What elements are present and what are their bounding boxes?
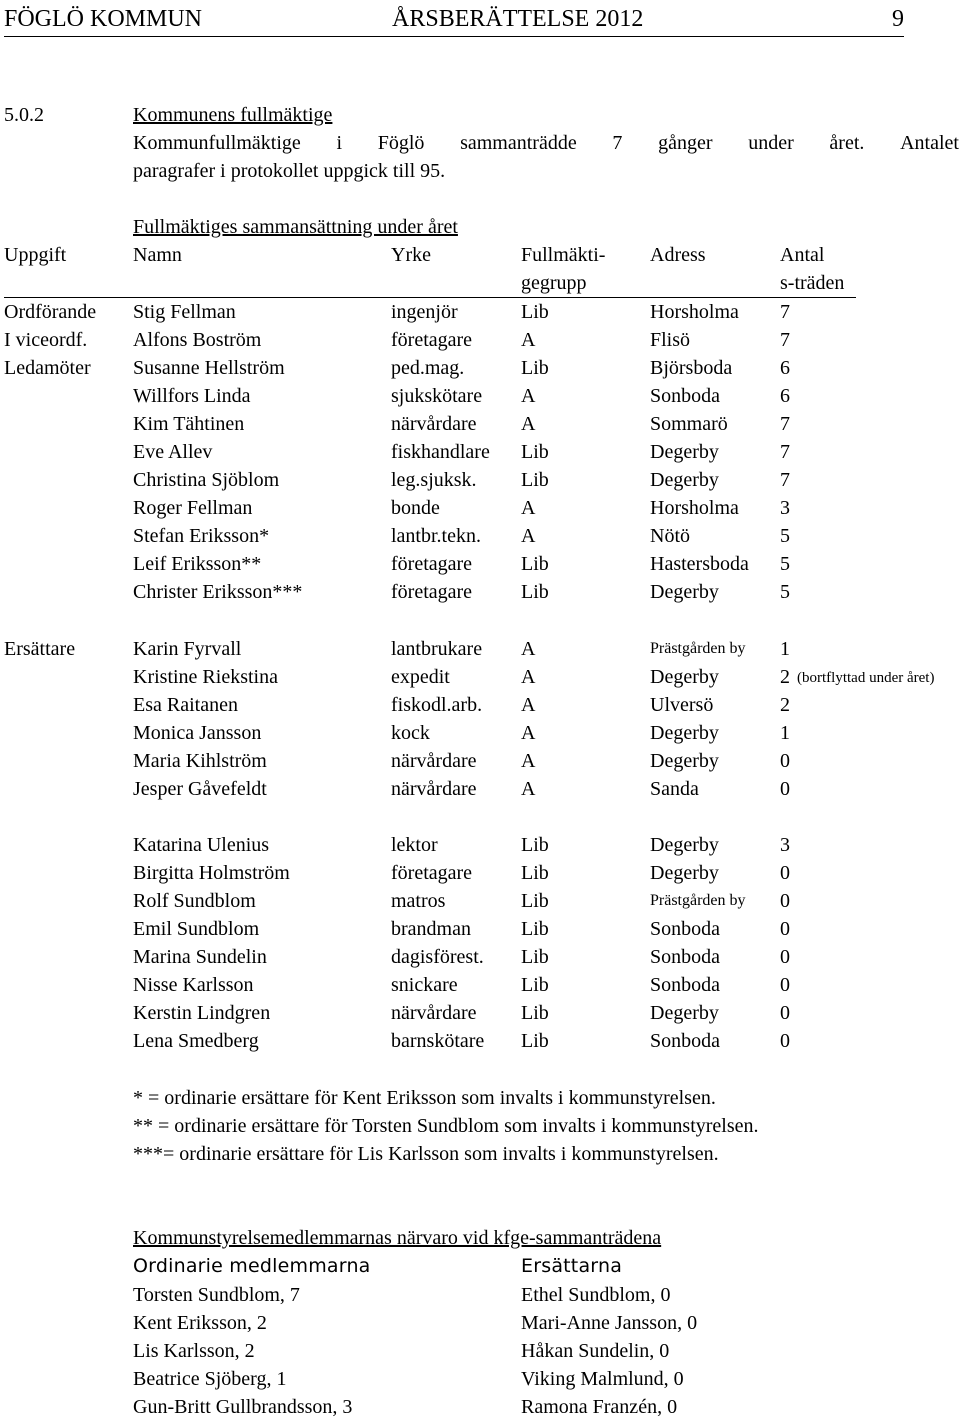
footnote-3: ***= ordinarie ersättare för Lis Karlsson som invalts i kommunstyrelsen.	[133, 1143, 719, 1165]
cell-count: 0	[780, 890, 790, 912]
table-row	[0, 354, 960, 382]
intro-word: gånger	[658, 132, 713, 154]
cell-name: Leif Eriksson**	[133, 553, 262, 575]
cell-group: Lib	[521, 974, 549, 996]
intro-word: i	[336, 132, 343, 154]
cell-occupation: lantbr.tekn.	[391, 525, 481, 547]
cell-address: Sonboda	[650, 918, 720, 940]
table-row	[0, 999, 960, 1027]
table-row	[0, 747, 960, 775]
cell-address: Sonboda	[650, 946, 720, 968]
cell-name: Jesper Gåvefeldt	[133, 778, 267, 800]
cell-count: 1	[780, 638, 790, 660]
cell-address: Degerby	[650, 441, 719, 463]
cell-address: Horsholma	[650, 497, 739, 519]
cell-group: Lib	[521, 918, 549, 940]
cell-address: Ulversö	[650, 694, 714, 716]
cell-address: Horsholma	[650, 301, 739, 323]
footnote-1: * = ordinarie ersättare för Kent Eriksson som invalts i kommunstyrelsen.	[133, 1087, 716, 1109]
cell-occupation: närvårdare	[391, 778, 477, 800]
cell-count: 0	[780, 946, 790, 968]
cell-address: Sonboda	[650, 385, 720, 407]
table-row	[0, 522, 960, 550]
cell-occupation: fiskodl.arb.	[391, 694, 483, 716]
col-count: Antal	[780, 244, 825, 266]
header-org: FÖGLÖ KOMMUN	[4, 6, 203, 32]
cell-count: 5	[780, 581, 790, 603]
cell-group: Lib	[521, 553, 549, 575]
cell-count: 0	[780, 1002, 790, 1024]
cell-role: Ledamöter	[4, 357, 91, 379]
col-group-2: gegrupp	[521, 272, 587, 294]
table-row	[0, 326, 960, 354]
cell-address: Degerby	[650, 722, 719, 744]
intro-word: sammanträdde	[460, 132, 577, 154]
cell-group: A	[521, 413, 536, 435]
cell-name: Nisse Karlsson	[133, 974, 254, 996]
cell-occupation: lantbrukare	[391, 638, 483, 660]
cell-name: Monica Jansson	[133, 722, 262, 744]
cell-name: Lena Smedberg	[133, 1030, 259, 1052]
table-row	[0, 578, 960, 606]
table-row	[0, 943, 960, 971]
cell-name: Eve Allev	[133, 441, 213, 463]
cell-group: A	[521, 329, 536, 351]
cell-address: Degerby	[650, 834, 719, 856]
cell-count: 0	[780, 918, 790, 940]
cell-name: Roger Fellman	[133, 497, 253, 519]
intro-word: Kommunfullmäktige	[133, 132, 301, 154]
attendance-substitute: Håkan Sundelin, 0	[521, 1340, 670, 1362]
footnote-2: ** = ordinarie ersättare för Torsten Sundblom som invalts i kommunstyrelsen.	[133, 1115, 759, 1137]
cell-count: 6	[780, 357, 790, 379]
cell-address: Nötö	[650, 525, 690, 547]
cell-address: Degerby	[650, 581, 719, 603]
cell-occupation: brandman	[391, 918, 471, 940]
table-row	[0, 887, 960, 915]
cell-count: 2	[780, 694, 790, 716]
cell-name: Christina Sjöblom	[133, 469, 280, 491]
cell-group: Lib	[521, 1002, 549, 1024]
col-address: Adress	[650, 244, 706, 266]
cell-occupation: företagare	[391, 329, 473, 351]
cell-address: Prästgården by	[650, 640, 746, 657]
table-row	[0, 663, 960, 691]
intro-word: året.	[829, 132, 865, 154]
cell-group: Lib	[521, 301, 549, 323]
table-row	[0, 719, 960, 747]
col-name: Namn	[133, 244, 182, 266]
cell-name: Alfons Boström	[133, 329, 262, 351]
cell-name: Kerstin Lindgren	[133, 1002, 271, 1024]
cell-address: Degerby	[650, 469, 719, 491]
cell-address: Hastersboda	[650, 553, 749, 575]
attendance-heading: Kommunstyrelsemedlemmarnas närvaro vid kfge-sammanträdena	[133, 1227, 662, 1249]
table-row	[0, 298, 960, 326]
attendance-col-substitute: Ersättarna	[521, 1255, 623, 1277]
table-row	[0, 1027, 960, 1055]
cell-group: Lib	[521, 441, 549, 463]
cell-count: 7	[780, 329, 790, 351]
cell-group: A	[521, 385, 536, 407]
cell-name: Willfors Linda	[133, 385, 251, 407]
cell-occupation: närvårdare	[391, 413, 477, 435]
cell-name: Susanne Hellström	[133, 357, 285, 379]
cell-group: Lib	[521, 469, 549, 491]
cell-name: Kim Tähtinen	[133, 413, 245, 435]
attendance-row	[0, 1365, 960, 1393]
cell-count: 7	[780, 413, 790, 435]
cell-occupation: lektor	[391, 834, 438, 856]
cell-group: A	[521, 722, 536, 744]
cell-occupation: fiskhandlare	[391, 441, 490, 463]
cell-count: 1	[780, 722, 790, 744]
cell-name: Christer Eriksson***	[133, 581, 303, 603]
cell-occupation: expedit	[391, 666, 450, 688]
table-row	[0, 971, 960, 999]
attendance-substitute: Ethel Sundblom, 0	[521, 1284, 671, 1306]
table-row	[0, 410, 960, 438]
attendance-regular: Lis Karlsson, 2	[133, 1340, 255, 1362]
cell-name: Marina Sundelin	[133, 946, 267, 968]
attendance-substitute: Ramona Franzén, 0	[521, 1396, 678, 1418]
cell-count: 3	[780, 834, 790, 856]
cell-occupation: kock	[391, 722, 430, 744]
cell-name: Emil Sundblom	[133, 918, 260, 940]
attendance-row	[0, 1393, 960, 1421]
cell-group: Lib	[521, 946, 549, 968]
composition-caption: Fullmäktiges sammansättning under året	[133, 216, 458, 238]
cell-address: Björsboda	[650, 357, 733, 379]
cell-occupation: företagare	[391, 862, 473, 884]
cell-group: A	[521, 525, 536, 547]
cell-address: Sonboda	[650, 974, 720, 996]
cell-address: Degerby	[650, 1002, 719, 1024]
attendance-regular: Beatrice Sjöberg, 1	[133, 1368, 287, 1390]
cell-group: A	[521, 638, 536, 660]
cell-count: 7	[780, 301, 790, 323]
table-row	[0, 831, 960, 859]
table-row	[0, 691, 960, 719]
cell-name: Karin Fyrvall	[133, 638, 242, 660]
col-occupation: Yrke	[391, 244, 431, 266]
cell-count: 3	[780, 497, 790, 519]
cell-address: Degerby	[650, 862, 719, 884]
table-row	[0, 466, 960, 494]
cell-note: (bortflyttad under året)	[797, 670, 935, 686]
attendance-col-regular: Ordinarie medlemmarna	[133, 1255, 371, 1277]
table-header	[0, 241, 960, 269]
cell-group: Lib	[521, 1030, 549, 1052]
attendance-regular: Gun-Britt Gullbrandsson, 3	[133, 1396, 353, 1418]
cell-group: Lib	[521, 862, 549, 884]
cell-group: Lib	[521, 357, 549, 379]
cell-name: Katarina Ulenius	[133, 834, 270, 856]
intro-word: under	[748, 132, 794, 154]
cell-occupation: leg.sjuksk.	[391, 469, 477, 491]
cell-occupation: matros	[391, 890, 446, 912]
cell-name: Stig Fellman	[133, 301, 236, 323]
table-row	[0, 635, 960, 663]
cell-name: Esa Raitanen	[133, 694, 238, 716]
intro-word: Föglö	[377, 132, 425, 154]
cell-group: Lib	[521, 581, 549, 603]
section-heading: Kommunens fullmäktige	[133, 104, 333, 126]
attendance-row	[0, 1281, 960, 1309]
cell-name: Maria Kihlström	[133, 750, 267, 772]
attendance-substitute: Mari-Anne Jansson, 0	[521, 1312, 698, 1334]
col-group: Fullmäkti-	[521, 244, 606, 266]
table-row	[0, 494, 960, 522]
table-row	[0, 550, 960, 578]
col-count-2: s-träden	[780, 272, 845, 294]
cell-group: A	[521, 497, 536, 519]
cell-group: Lib	[521, 890, 549, 912]
cell-occupation: ped.mag.	[391, 357, 465, 379]
cell-count: 0	[780, 974, 790, 996]
table-row	[0, 915, 960, 943]
cell-count: 2	[780, 666, 790, 688]
cell-occupation: närvårdare	[391, 750, 477, 772]
cell-group: A	[521, 666, 536, 688]
cell-address: Sommarö	[650, 413, 728, 435]
cell-name: Birgitta Holmström	[133, 862, 290, 884]
table-row	[0, 438, 960, 466]
attendance-row	[0, 1309, 960, 1337]
attendance-substitute: Viking Malmlund, 0	[521, 1368, 684, 1390]
cell-group: Lib	[521, 834, 549, 856]
cell-address: Degerby	[650, 750, 719, 772]
cell-address: Prästgården by	[650, 892, 746, 909]
cell-address: Sonboda	[650, 1030, 720, 1052]
cell-name: Rolf Sundblom	[133, 890, 256, 912]
cell-occupation: företagare	[391, 581, 473, 603]
cell-name: Kristine Riekstina	[133, 666, 278, 688]
cell-role: Ersättare	[4, 638, 76, 660]
cell-count: 6	[780, 385, 790, 407]
page-number: 9	[892, 6, 904, 32]
cell-address: Degerby	[650, 666, 719, 688]
cell-count: 5	[780, 525, 790, 547]
cell-occupation: dagisförest.	[391, 946, 484, 968]
cell-role: Ordförande	[4, 301, 97, 323]
attendance-regular: Torsten Sundblom, 7	[133, 1284, 300, 1306]
cell-occupation: barnskötare	[391, 1030, 485, 1052]
cell-count: 5	[780, 553, 790, 575]
cell-name: Stefan Eriksson*	[133, 525, 270, 547]
table-row	[0, 859, 960, 887]
cell-address: Flisö	[650, 329, 691, 351]
cell-count: 0	[780, 778, 790, 800]
cell-role: I viceordf.	[4, 329, 88, 351]
cell-occupation: snickare	[391, 974, 458, 996]
section-number: 5.0.2	[4, 104, 44, 126]
intro-word: Antalet	[900, 132, 959, 154]
cell-group: A	[521, 694, 536, 716]
cell-count: 0	[780, 750, 790, 772]
cell-count: 0	[780, 862, 790, 884]
attendance-regular: Kent Eriksson, 2	[133, 1312, 267, 1334]
cell-occupation: sjukskötare	[391, 385, 483, 407]
cell-occupation: bonde	[391, 497, 440, 519]
intro-word: 7	[612, 132, 623, 154]
cell-count: 0	[780, 1030, 790, 1052]
cell-occupation: närvårdare	[391, 1002, 477, 1024]
cell-group: A	[521, 778, 536, 800]
table-row	[0, 775, 960, 803]
header-title: ÅRSBERÄTTELSE 2012	[392, 6, 644, 32]
cell-occupation: ingenjör	[391, 301, 458, 323]
table-header-2	[0, 269, 960, 297]
attendance-row	[0, 1337, 960, 1365]
cell-count: 7	[780, 441, 790, 463]
cell-count: 7	[780, 469, 790, 491]
cell-group: A	[521, 750, 536, 772]
intro-line-1	[133, 129, 959, 157]
header-rule	[4, 36, 904, 37]
table-row	[0, 382, 960, 410]
col-role: Uppgift	[4, 244, 67, 266]
intro-line-2: paragrafer i protokollet uppgick till 95.	[133, 160, 446, 182]
cell-occupation: företagare	[391, 553, 473, 575]
cell-address: Sanda	[650, 778, 699, 800]
